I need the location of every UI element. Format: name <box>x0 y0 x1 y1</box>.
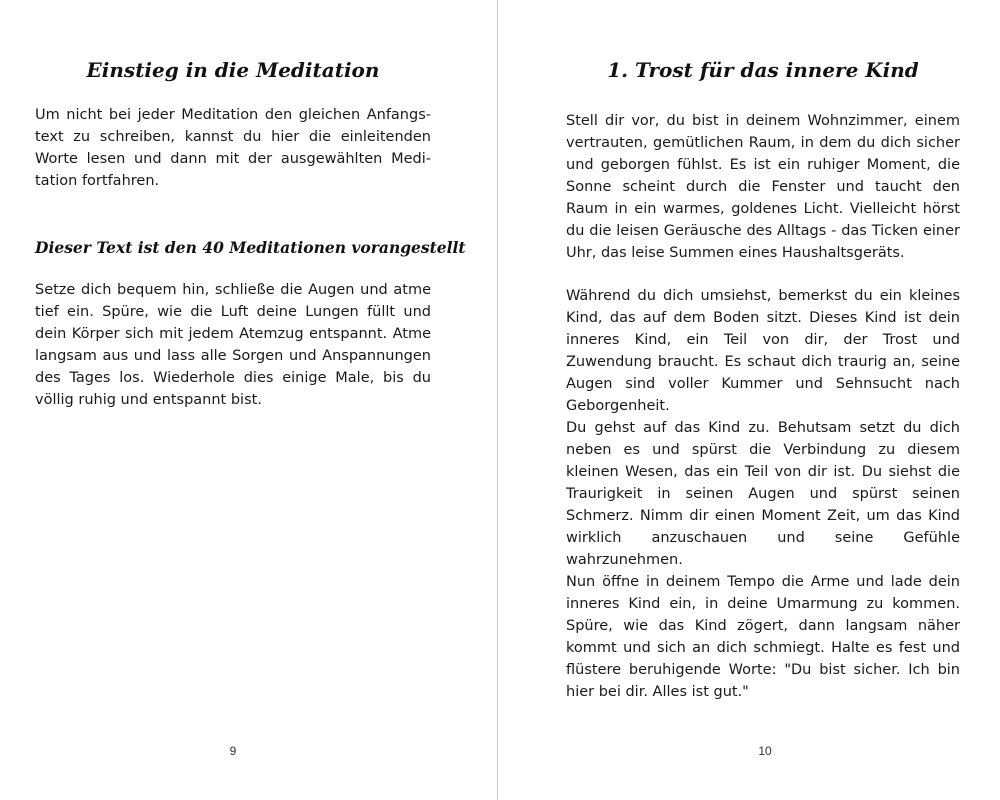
left-page <box>0 0 497 800</box>
meditation-paragraph: Du gehst auf das Kind zu. Behutsam setzt du dich neben es und spürst die Verbindung zu diesem kleinen Wesen, das ein Teil von dir ist. Du siehst die Traurigkeit in seinen Augen und spürst seinen Schmerz. Nimm dir einen Moment Zeit, um das Kind wirklich anzuschauen und seine Gefühle wahrzunehmen. <box>566 420 960 568</box>
page-number-right: 10 <box>758 744 772 758</box>
right-page <box>498 0 1000 800</box>
meditation-paragraph: Stell dir vor, du bist in deinem Wohnzimmer, einem vertrauten, gemütlichen Raum, in dem du dich sicher und geborgen fühlst. Es ist ein ruhiger Moment, die Sonne scheint durch die Fenster und taucht den Raum in ein warmes, goldenes Licht. Vielleicht hörst du die leisen Geräusche des Alltags - das Ticken einer Uhr, das leise Summen eines Haushaltsgeräts. <box>566 113 960 261</box>
page-number-left: 9 <box>229 744 237 758</box>
intro-body-paragraph: Setze dich bequem hin, schließe die Augen und atme tief ein. Spüre, wie die Luft deine Lungen füllt und dein Körper sich mit jedem Atemzug entspannt. Atme langsam aus und lass alle Sorgen und Anspannungen des Tages los. Wiederhole dies einige Male, bis du völlig ruhig und entspannt bist. <box>35 282 431 408</box>
right-page-title: 1. Trost für das innere Kind <box>607 58 919 82</box>
intro-paragraph: Um nicht bei jeder Meditation den gleichen Anfangstext zu schreiben, kannst du hier die einleitenden Worte lesen und dann mit der ausgewählten Meditation fortfahren. <box>35 107 431 189</box>
section-subtitle: Dieser Text ist den 40 Meditationen vorangestellt <box>35 238 466 257</box>
left-page-title: Einstieg in die Meditation <box>86 58 380 82</box>
meditation-paragraph: Nun öffne in deinem Tempo die Arme und lade dein inneres Kind ein, in deine Umarmung zu kommen. Spüre, wie das Kind zögert, dann langsam näher kommt und sich an dich schmiegt. Halte es fest und flüstere beruhigende Worte: "Du bist sicher. Ich bin hier bei dir. Alles ist gut." <box>566 574 960 700</box>
meditation-paragraph: Während du dich umsiehst, bemerkst du ein kleines Kind, das auf dem Boden sitzt. Dieses Kind ist dein inneres Kind, ein Teil von dir, der Trost und Zuwendung braucht. Es schaut dich traurig an, seine Augen sind voller Kummer und Sehnsucht nach Geborgenheit. <box>566 288 960 414</box>
